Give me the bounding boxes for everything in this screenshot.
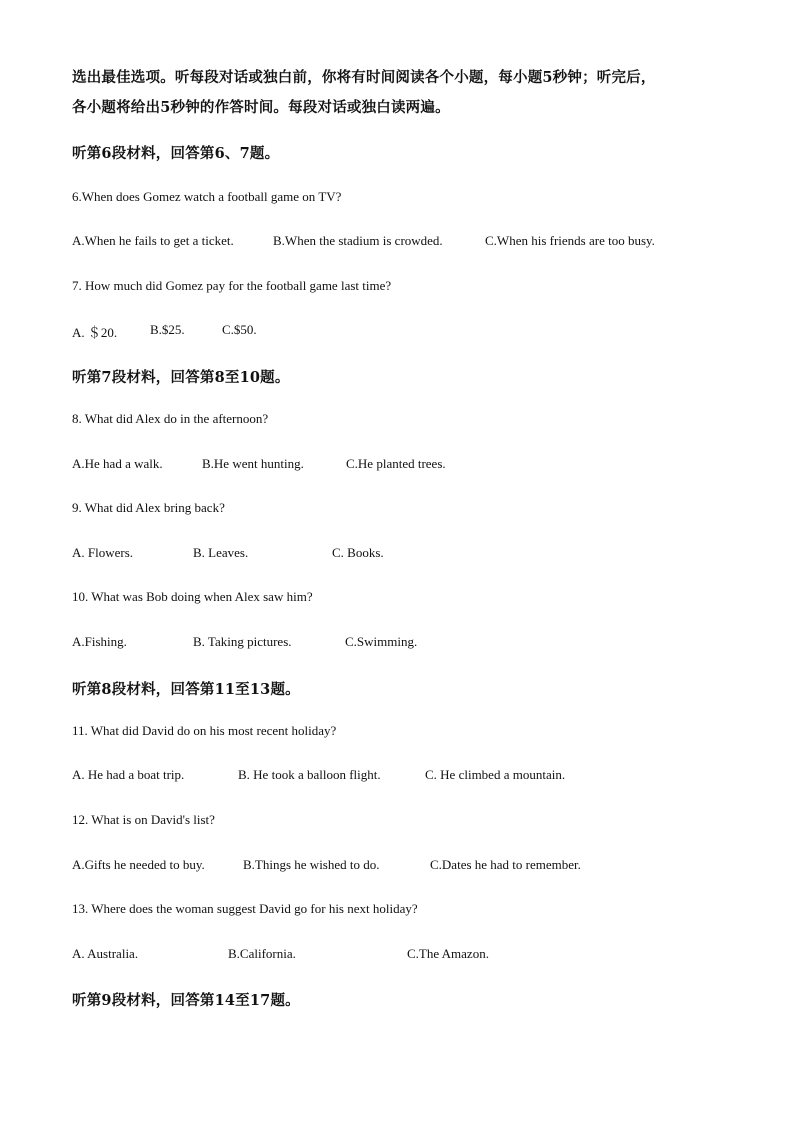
option-a: A.Fishing.: [72, 634, 127, 649]
option-c: C.Swimming.: [345, 634, 418, 649]
question-stem-13: 13. Where does the woman suggest David go for his next holiday?: [72, 901, 418, 916]
question-options-13: [72, 946, 752, 964]
question-options-10: [72, 634, 752, 652]
option-a: A. Flowers.: [72, 545, 134, 560]
intro-line-2: 各小题将给出5秒钟的作答时间。每段对话或独白读两遍。: [72, 99, 450, 116]
section-heading-6: 听第6段材料，回答第6、7题。: [72, 145, 280, 162]
option-a: A. ＄20.: [72, 325, 118, 340]
option-c: C. Books.: [332, 545, 384, 560]
question-options-12: [72, 857, 752, 875]
option-b: B. Taking pictures.: [193, 634, 292, 649]
question-options-6: [72, 233, 752, 251]
question-stem-7: 7. How much did Gomez pay for the football game last time?: [72, 278, 392, 293]
question-stem-6: 6.When does Gomez watch a football game on TV?: [72, 189, 342, 204]
option-b: B. Leaves.: [193, 545, 249, 560]
option-c: C.When his friends are too busy.: [485, 233, 655, 248]
option-c: C.He planted trees.: [346, 456, 446, 471]
question-options-11: [72, 767, 752, 785]
option-c: C.The Amazon.: [407, 946, 489, 961]
question-stem-9: 9. What did Alex bring back?: [72, 500, 225, 515]
option-c: C.$50.: [222, 322, 257, 337]
option-a: A. He had a boat trip.: [72, 767, 185, 782]
section-heading-9: 听第9段材料，回答第14至17题。: [72, 992, 300, 1009]
option-a: A.When he fails to get a ticket.: [72, 233, 234, 248]
question-options-7: [72, 322, 752, 340]
question-stem-10: 10. What was Bob doing when Alex saw him?: [72, 589, 313, 604]
option-a: A. Australia.: [72, 946, 139, 961]
option-c: C. He climbed a mountain.: [425, 767, 566, 782]
option-a: A.Gifts he needed to buy.: [72, 857, 205, 872]
question-stem-11: 11. What did David do on his most recent holiday?: [72, 723, 337, 738]
section-heading-8: 听第8段材料，回答第11至13题。: [72, 681, 300, 698]
intro-line-1: 选出最佳选项。听每段对话或独白前，你将有时间阅读各个小题，每小题5秒钟；听完后，: [72, 69, 656, 86]
option-c: C.Dates he had to remember.: [430, 857, 581, 872]
question-stem-12: 12. What is on David's list?: [72, 812, 215, 827]
option-a: A.He had a walk.: [72, 456, 163, 471]
option-b: B.$25.: [150, 322, 185, 337]
option-b: B.Things he wished to do.: [243, 857, 380, 872]
section-heading-7: 听第7段材料，回答第8至10题。: [72, 369, 290, 386]
option-b: B. He took a balloon flight.: [238, 767, 381, 782]
option-b: B.He went hunting.: [202, 456, 304, 471]
option-b: B.When the stadium is crowded.: [273, 233, 443, 248]
question-options-9: [72, 545, 752, 563]
question-stem-8: 8. What did Alex do in the afternoon?: [72, 411, 269, 426]
question-options-8: [72, 456, 752, 474]
option-b: B.California.: [228, 946, 296, 961]
